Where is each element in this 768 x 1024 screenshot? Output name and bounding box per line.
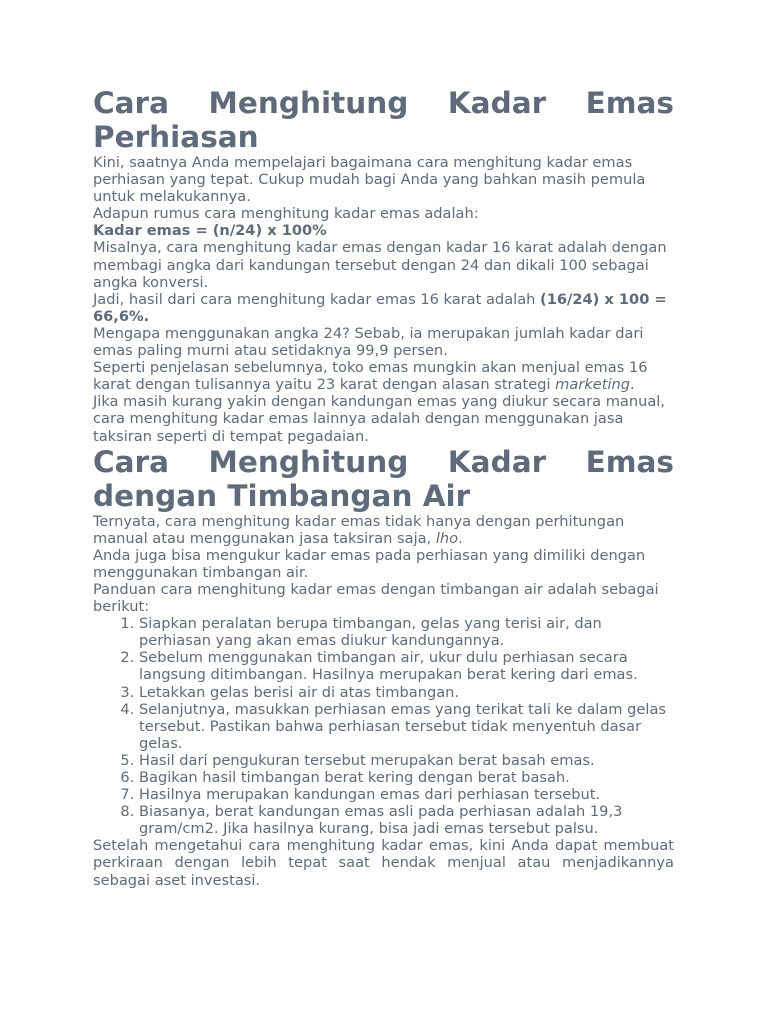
paragraph-4-text: Jadi, hasil dari cara menghitung kadar emas 16 karat adalah [93,290,541,308]
section1-paragraph-5: Mengapa menggunakan angka 24? Sebab, ia merupakan jumlah kadar dari emas paling murni atau setidaknya 99,9 persen. [93,324,644,360]
closing-paragraph: Setelah mengetahui cara menghitung kadar emas, kini Anda dapat membuat perkiraan dengan lebih tepat saat hendak menjual atau menjadikannya sebagai aset investasi. [93,837,674,889]
steps-list [93,615,674,837]
section1-paragraph-3: Misalnya, cara menghitung kadar emas dengan kadar 16 karat adalah dengan membagi angka dari kandungan tersebut dengan 24 dan dikali 100 sebagai angka konversi. [93,239,667,291]
section1-title-line1: Cara Menghitung Kadar Emas [93,86,674,120]
section2-title [93,445,674,513]
list-item: 5. Hasil dari pengukuran tersebut merupakan berat basah emas. [139,752,674,769]
list-item: 7. Hasilnya merupakan kandungan emas dari perhiasan tersebut. [139,786,674,803]
section2-paragraph-1 [93,513,674,547]
section1-paragraph-6 [93,359,674,393]
list-item: 1. Siapkan peralatan berupa timbangan, gelas yang terisi air, dan perhiasan yang akan emas diukur kandungannya. [139,615,674,649]
list-item: 6. Bagikan hasil timbangan berat kering dengan berat basah. [139,769,674,786]
marketing-word: marketing [555,376,631,394]
paragraph-6-end: . [630,376,635,394]
section1-paragraph-4 [93,291,674,325]
section1-title [93,86,674,154]
paragraph-1-end: . [458,529,463,547]
list-item: 3. Letakkan gelas berisi air di atas timbangan. [139,684,674,701]
list-item: 4. Selanjutnya, masukkan perhiasan emas yang terikat tali ke dalam gelas tersebut. Pastikan bahwa perhiasan tersebut tidak menyentuh dasar gelas. [139,701,674,752]
paragraph-6-text: Seperti penjelasan sebelumnya, toko emas mungkin akan menjual emas 16 karat dengan tulisannya yaitu 23 karat dengan alasan strategi [93,359,648,394]
section1-paragraph-7: Jika masih kurang yakin dengan kandungan emas yang diukur secara manual, cara menghitung kadar emas lainnya adalah dengan menggunakan jasa taksiran seperti di tempat pegadaian. [93,393,665,445]
list-item: 8. Biasanya, berat kandungan emas asli pada perhiasan adalah 19,3 gram/cm2. Jika hasilnya kurang, bisa jadi emas tersebut palsu. [139,803,674,837]
result-formula: (16/24) x 100 = 66,6%. [93,290,667,325]
document-page [93,86,674,889]
section1-title-line2: Perhiasan [93,120,259,154]
list-item: 2. Sebelum menggunakan timbangan air, ukur dulu perhiasan secara langsung ditimbangan. Hasilnya merupakan berat kering dari emas. [139,649,674,683]
section1-paragraph-1: Kini, saatnya Anda mempelajari bagaimana cara menghitung kadar emas perhiasan yang tepat. Cukup mudah bagi Anda yang bahkan masih pemula untuk melakukannya. [93,154,646,206]
section1-paragraph-2: Adapun rumus cara menghitung kadar emas adalah: [93,205,479,223]
formula: Kadar emas = (n/24) x 100% [93,222,327,240]
section2-paragraph-2: Anda juga bisa mengukur kadar emas pada perhiasan yang dimiliki dengan menggunakan timbangan air. [93,546,646,581]
paragraph-1-text: Ternyata, cara menghitung kadar emas tidak hanya dengan perhitungan manual atau menggunakan jasa taksiran saja, [93,512,625,547]
section2-title-line1: Cara Menghitung Kadar Emas [93,444,674,479]
section2-title-line2: dengan Timbangan Air [93,478,471,513]
lho-word: lho [435,529,459,547]
section2-paragraph-3: Panduan cara menghitung kadar emas dengan timbangan air adalah sebagai berikut: [93,580,659,616]
